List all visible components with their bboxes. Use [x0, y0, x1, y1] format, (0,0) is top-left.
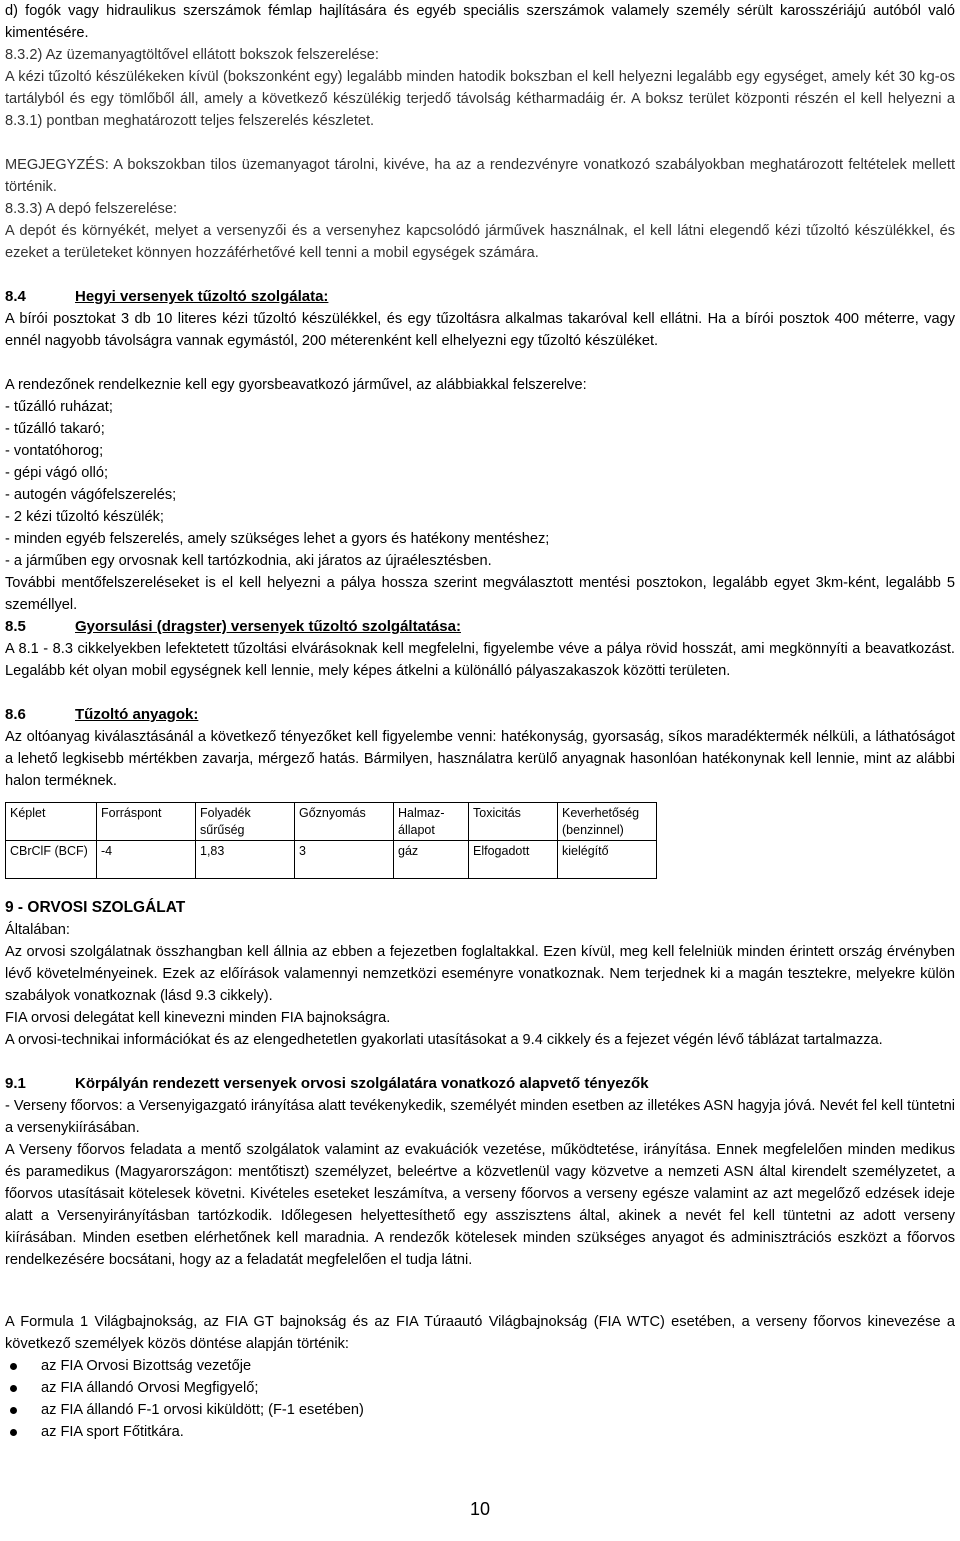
equipment-item: - autogén vágófelszerelés; [5, 487, 177, 503]
general-label: Általában: [5, 922, 70, 938]
page-number: 10 [469, 1499, 491, 1519]
general-body: Az orvosi szolgálatnak összhangban kell állnia az ebben a fejezetben foglaltakkal. Ezen kívül, meg kell felelniük minden érintett ország érvényben lévő követelményeinek. Ezek az előírások valamennyi nemzetközi eseményre vonatkoznak. Nem terjednek ki a magán tesztekre, melyekre külön szabályok vonatkoznak (lásd 9.3 cikkely). [5, 944, 955, 1004]
section-8-6-body: Az oltóanyag kiválasztásánál a következő tényezőket kell figyelembe venni: hatékonyság, gyorsaság, síkos maradéktermék nélküli, a láthatóságot a lehető legkisebb mértékben zavarja, mérgező hatás. Bármilyen, használatra kerülő anyagnak hasonlóan hatékonynak kell lennie, mint az alábbi halon terméknek. [5, 729, 955, 789]
table-header-cell: Folyadék sűrűség [196, 803, 295, 841]
table-cell: 1,83 [196, 841, 295, 879]
chapter-9-title: 9 - ORVOSI SZOLGÁLAT [5, 899, 186, 916]
table-header-cell: Képlet [6, 803, 97, 841]
section-9-1-para-2: A Verseny főorvos feladata a mentő szolgálatok valamint az evakuációk vezetése, működtetése, irányítása. Ennek megfelelően minden medikus és paramedikus (Magyarországon: mentőtiszt) személyzet, beleértve a közvetlenül vagy közvetve a nemzeti ASN által kirendelt személyzetet, a főorvos utasításait kötelesek követni. Kivételes eseteket leszámítva, a verseny főorvos a verseny egésze valamint az azt megelőző edzések ideje alatt a Versenyirányításban tartózkodik. Időlegesen helyettesíthető egy asszisztens által, akinek a nevét fel kell tüntetni az adott verseny kiírásában. Minden esetben elérhetőnek kell maradnia. A rendezők kötelesek minden szükséges anyagot és adminisztrációs eszközt a főorvos rendelkezésére bocsátani, hogy az a feladatát megfelelően el tudja látni. [5, 1142, 955, 1268]
section-8-6-heading [5, 704, 198, 726]
bullet-icon [10, 1363, 17, 1370]
section-8-5-body: A 8.1 - 8.3 cikkelyekben lefektetett tűzoltási elvárásoknak kell megfelelni, figyelembe véve a pálya rövid hosszát, ami megkönnyíti a beavatkozást. Legalább két olyan mobil egységnek kell lennie, mely képes átkelni a különálló pályaszakaszok közötti területen. [5, 641, 955, 679]
equipment-item: - minden egyéb felszerelés, amely szükséges lehet a gyors és hatékony mentéshez; [5, 531, 550, 547]
table-cell: kielégítő [558, 841, 657, 879]
table-cell: gáz [394, 841, 469, 879]
table-cell: Elfogadott [469, 841, 558, 879]
section-8-3-3-title: 8.3.3) A depó felszerelése: [5, 201, 177, 217]
table-cell: -4 [97, 841, 196, 879]
paragraph-d: d) fogók vagy hidraulikus szerszámok fémlap hajlítására és egyéb speciális szerszámok valamely személy sérült karosszériájú autóból való kimentésére. [5, 3, 955, 41]
list-item-label: az FIA állandó F-1 orvosi kiküldött; (F-1 esetében) [41, 1402, 364, 1418]
section-8-3-2-title: 8.3.2) Az üzemanyagtöltővel ellátott bokszok felszerelése: [5, 47, 379, 63]
bullet-icon [10, 1385, 17, 1392]
delegate-sentence: FIA orvosi delegátat kell kinevezni minden FIA bajnokságra. [5, 1010, 391, 1026]
table-header-cell: Keverhetőség (benzinnel) [558, 803, 657, 841]
section-8-5-heading [5, 616, 461, 638]
info-paragraph: A orvosi-technikai információkat és az elengedhetetlen gyakorlati utasításokat a 9.4 cikkely és a fejezet végén lévő táblázat tartalmazza. [5, 1032, 883, 1048]
equipment-item: - tűzálló ruházat; [5, 399, 113, 415]
section-8-4-extra: További mentőfelszereléseket is el kell helyezni a pálya hossza szerint megválasztott mentési posztokon, legalább egyet 3km-ként, legalább 5 személlyel. [5, 575, 955, 613]
section-8-4-heading [5, 286, 328, 308]
halon-table [5, 802, 657, 879]
section-9-1-number: 9.1 [5, 1075, 26, 1092]
equipment-item: - a járműben egy orvosnak kell tartózkodnia, aki járatos az újraélesztésben. [5, 553, 492, 569]
section-9-1-para-3: A Formula 1 Világbajnokság, az FIA GT bajnokság és az FIA Túraautó Világbajnokság (FIA WTC) esetében, a verseny főorvos kinevezése a következő személyek közös döntése alapján történik: [5, 1314, 955, 1352]
equipment-item: - 2 kézi tűzoltó készülék; [5, 509, 164, 525]
table-header-cell: Gőznyomás [295, 803, 394, 841]
table-header-row [6, 803, 657, 841]
list-item-label: az FIA Orvosi Bizottság vezetője [41, 1358, 252, 1374]
section-8-5-title: Gyorsulási (dragster) versenyek tűzoltó szolgáltatása: [75, 618, 461, 635]
section-8-3-3-body: A depót és környékét, melyet a versenyzői és a versenyhez kapcsolódó járművek használnak, el kell látni elegendő kézi tűzoltó készülékkel, és ezeket a területeket könnyen hozzáférhetővé kell tenni a mobil egységek számára. [5, 223, 955, 261]
section-8-6-number: 8.6 [5, 706, 26, 723]
section-8-5-number: 8.5 [5, 618, 26, 635]
section-8-4-title: Hegyi versenyek tűzoltó szolgálata: [75, 288, 329, 305]
note-paragraph: MEGJEGYZÉS: A bokszokban tilos üzemanyagot tárolni, kivéve, ha az a rendezvényre vonatkozó szabályokban meghatározott feltételek mellett történik. [5, 157, 955, 195]
table-header-cell: Forráspont [97, 803, 196, 841]
table-header-cell: Halmaz-állapot [394, 803, 469, 841]
list-item-label: az FIA állandó Orvosi Megfigyelő; [41, 1380, 259, 1396]
section-9-1-title: Körpályán rendezett versenyek orvosi szolgálatára vonatkozó alapvető tényezők [75, 1075, 649, 1092]
section-8-4-body: A bírói posztokat 3 db 10 literes kézi tűzoltó készülékkel, és egy tűzoltásra alkalmas takaróval kell ellátni. Ha a bírói posztok 400 méterre, vagy ennél nagyobb távolságra vannak egymástól, 200 méterenként kell elhelyezni egy tűzoltó készüléket. [5, 311, 955, 349]
table-row [6, 841, 657, 879]
section-9-1-heading [5, 1073, 649, 1095]
table-cell: 3 [295, 841, 394, 879]
list-item-label: az FIA sport Főtitkára. [41, 1424, 184, 1440]
bullet-icon [10, 1407, 17, 1414]
equipment-item: - gépi vágó olló; [5, 465, 109, 481]
section-8-4-number: 8.4 [5, 288, 26, 305]
equipment-item: - vontatóhorog; [5, 443, 104, 459]
section-8-3-2-body: A kézi tűzoltó készülékeken kívül (bokszonként egy) legalább minden hatodik bokszban el kell helyezni legalább egy egységet, amely két 30 kg-os tartályból és egy tömlőből áll, amely a következő készülékig terjedő távolság kétharmadáig ér. A boksz terület központi részén el kell helyezni a 8.3.1) pontban meghatározott teljes felszerelés készletet. [5, 69, 955, 129]
vehicle-intro: A rendezőnek rendelkeznie kell egy gyorsbeavatkozó járművel, az alábbiakkal felszerelve: [5, 377, 587, 393]
section-9-1-para-1: - Verseny főorvos: a Versenyigazgató irányítása alatt tevékenykedik, személyét minden esetben az illetékes ASN hagyja jóvá. Nevét fel kell tüntetni a versenykiírásában. [5, 1098, 955, 1136]
bullet-icon [10, 1429, 17, 1436]
section-8-6-title: Tűzoltó anyagok: [75, 706, 199, 723]
table-cell: CBrClF (BCF) [6, 841, 97, 879]
equipment-item: - tűzálló takaró; [5, 421, 105, 437]
table-header-cell: Toxicitás [469, 803, 558, 841]
